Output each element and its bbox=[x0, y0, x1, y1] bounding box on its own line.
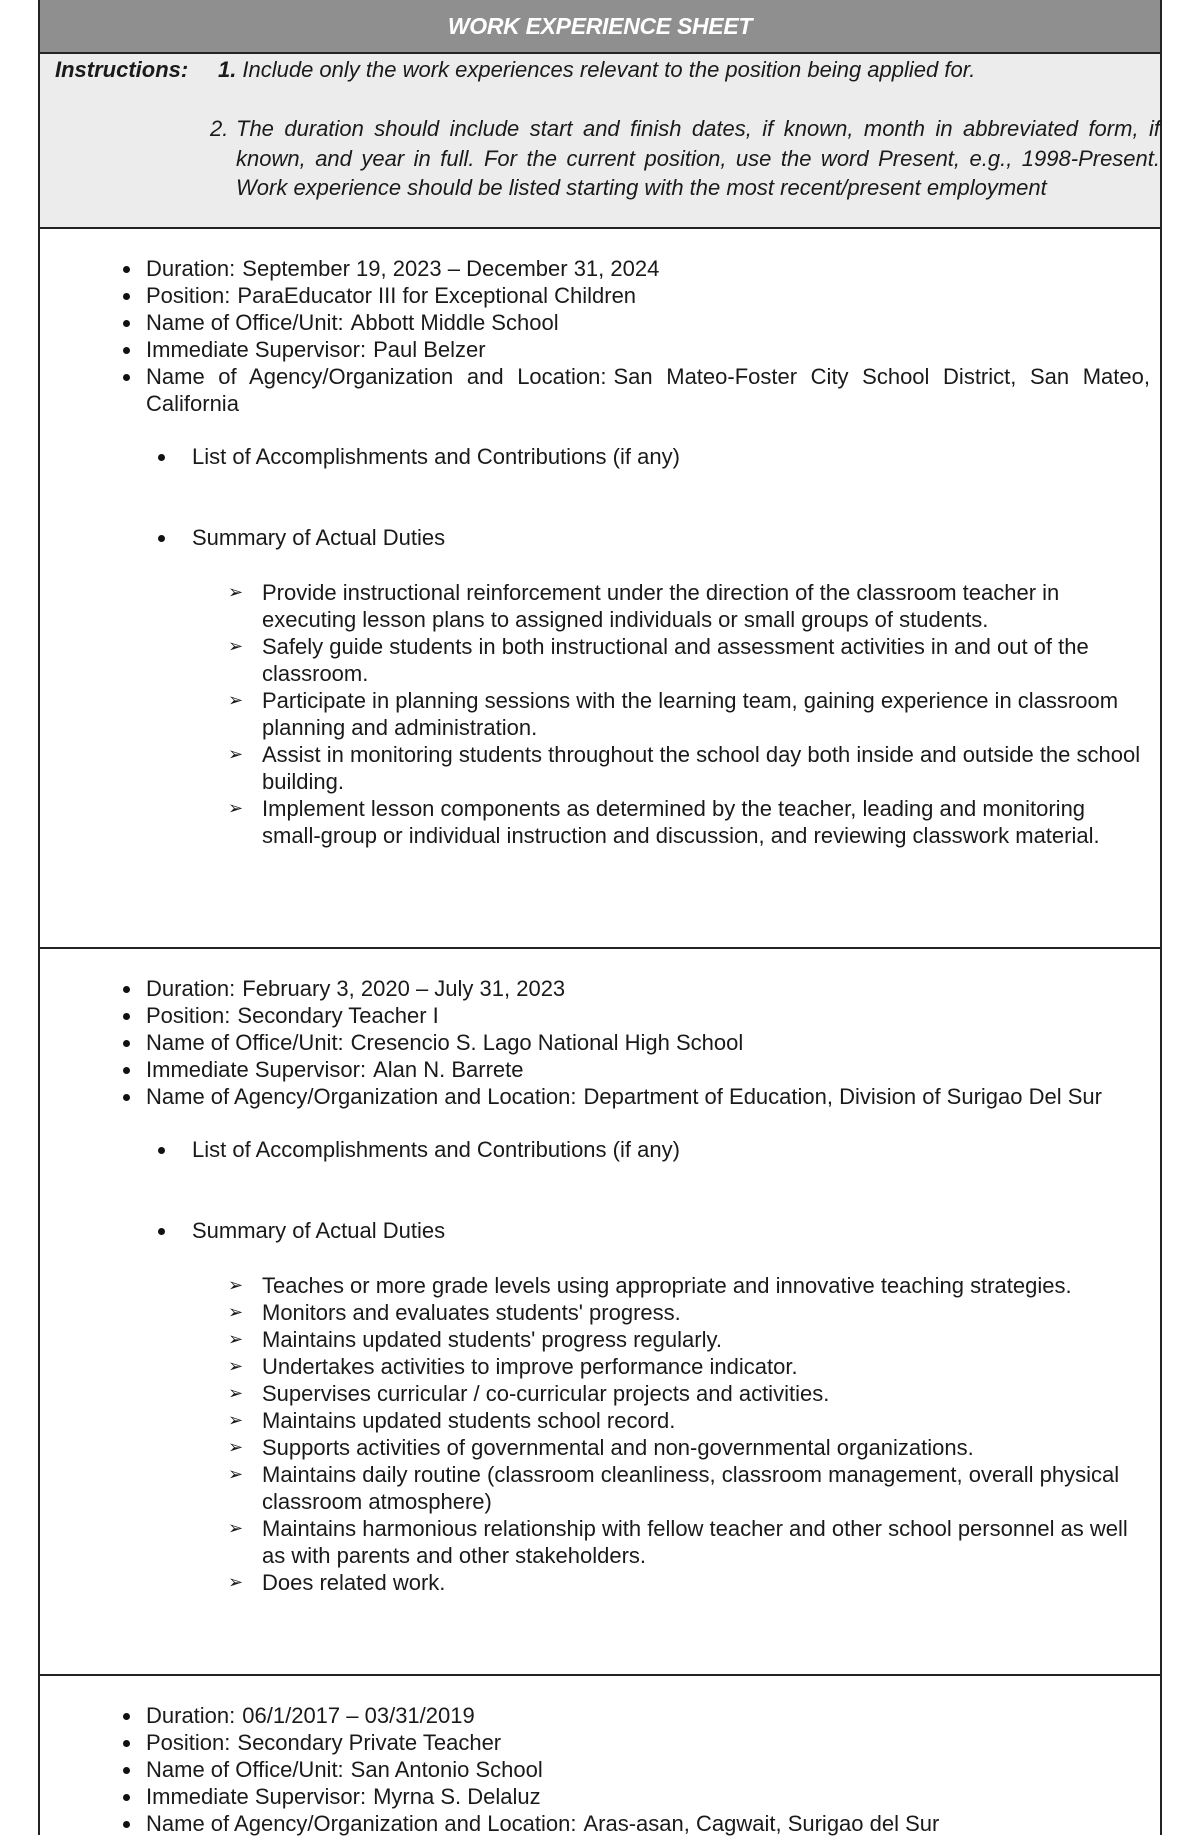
agency-label: Name of Agency/Organization and Location: bbox=[146, 364, 607, 389]
agency-label: Name of Agency/Organization and Location: bbox=[146, 1084, 577, 1109]
title-bar bbox=[40, 0, 1160, 54]
arrow-bullet-icon: ➢ bbox=[228, 690, 244, 711]
duration-label: Duration: bbox=[146, 976, 236, 1001]
duty-item: ➢ Provide instructional reinforcement under the direction of the classroom teacher in executing lesson plans to assigned individuals or small groups of students. bbox=[228, 580, 1060, 632]
duty-item: ➢ Supervises curricular / co-curricular projects and activities. bbox=[228, 1381, 830, 1406]
agency-field bbox=[40, 1083, 1160, 1110]
duty-item: ➢ Maintains updated students' progress regularly. bbox=[228, 1327, 722, 1352]
sheet-title: WORK EXPERIENCE SHEET bbox=[447, 12, 753, 39]
supervisor-value: Myrna S. Delaluz bbox=[373, 1784, 541, 1809]
arrow-bullet-icon: ➢ bbox=[228, 636, 244, 657]
supervisor-field bbox=[40, 1783, 1160, 1810]
agency-field bbox=[40, 1810, 1160, 1837]
office-label: Name of Office/Unit: bbox=[146, 1030, 344, 1055]
duration-field bbox=[40, 975, 1160, 1002]
duty-item: ➢ Maintains daily routine (classroom cleanliness, classroom management, overall physical classroom atmosphere) bbox=[228, 1462, 1120, 1514]
duration-field bbox=[40, 1702, 1160, 1729]
arrow-bullet-icon: ➢ bbox=[228, 798, 244, 819]
agency-value: Aras-asan, Cagwait, Surigao del Sur bbox=[583, 1811, 940, 1836]
agency-value: San Mateo-Foster City School District, San Mateo, California bbox=[146, 364, 1150, 416]
duty-item: ➢ Undertakes activities to improve performance indicator. bbox=[228, 1354, 798, 1379]
arrow-bullet-icon: ➢ bbox=[228, 1383, 244, 1404]
entry-sections bbox=[40, 443, 1160, 551]
duration-label: Duration: bbox=[146, 256, 236, 281]
duty-item: ➢ Teaches or more grade levels using appropriate and innovative teaching strategies. bbox=[228, 1273, 1072, 1298]
instruction-text: Include only the work experiences relevant to the position being applied for. bbox=[242, 57, 976, 82]
instructions-panel bbox=[40, 54, 1160, 229]
office-label: Name of Office/Unit: bbox=[146, 310, 344, 335]
duty-item: ➢ Implement lesson components as determined by the teacher, leading and monitoring small-group or individual instruction and discussion, and reviewing classwork material. bbox=[228, 796, 1100, 848]
office-field bbox=[40, 1756, 1160, 1783]
accomplishments-heading: List of Accomplishments and Contributions (if any) bbox=[40, 1136, 1160, 1163]
office-label: Name of Office/Unit: bbox=[146, 1757, 344, 1782]
supervisor-field bbox=[40, 1056, 1160, 1083]
position-label: Position: bbox=[146, 1003, 231, 1028]
instruction-item-1 bbox=[218, 55, 975, 85]
instruction-text: The duration should include start and finish dates, if known, month in abbreviated form, if known, and year in full. For the current position, use the word Present, e.g., 1998-Present. Work experience should be listed starting with the most recent/present employment bbox=[236, 116, 1160, 200]
arrow-bullet-icon: ➢ bbox=[228, 1356, 244, 1377]
position-field bbox=[40, 1729, 1160, 1756]
summary-heading: Summary of Actual Duties bbox=[40, 524, 1160, 551]
duty-item: ➢ Assist in monitoring students throughout the school day both inside and outside the school building. bbox=[228, 742, 1141, 794]
entry-details bbox=[40, 229, 1160, 417]
arrow-bullet-icon: ➢ bbox=[228, 1437, 244, 1458]
duties-list bbox=[40, 1272, 1160, 1596]
instruction-number: 1. bbox=[218, 57, 237, 82]
summary-heading: Summary of Actual Duties bbox=[40, 1217, 1160, 1244]
position-value: Secondary Teacher I bbox=[237, 1003, 439, 1028]
supervisor-label: Immediate Supervisor: bbox=[146, 1057, 367, 1082]
office-value: San Antonio School bbox=[350, 1757, 543, 1782]
duty-item: ➢ Participate in planning sessions with the learning team, gaining experience in classroom planning and administration. bbox=[228, 688, 1119, 740]
duty-item: ➢ Supports activities of governmental and non-governmental organizations. bbox=[228, 1435, 974, 1460]
duty-item: ➢ Monitors and evaluates students' progress. bbox=[228, 1300, 681, 1325]
duration-value: September 19, 2023 – December 31, 2024 bbox=[242, 256, 660, 281]
duties-list bbox=[40, 579, 1160, 849]
instruction-item-2 bbox=[210, 114, 1160, 203]
arrow-bullet-icon: ➢ bbox=[228, 1329, 244, 1350]
arrow-bullet-icon: ➢ bbox=[228, 1518, 244, 1539]
supervisor-label: Immediate Supervisor: bbox=[146, 337, 367, 362]
entry-sections bbox=[40, 1136, 1160, 1244]
accomplishments-heading: List of Accomplishments and Contributions (if any) bbox=[40, 443, 1160, 470]
supervisor-value: Paul Belzer bbox=[373, 337, 486, 362]
position-value: Secondary Private Teacher bbox=[237, 1730, 502, 1755]
arrow-bullet-icon: ➢ bbox=[228, 1302, 244, 1323]
position-label: Position: bbox=[146, 283, 231, 308]
instruction-number: 2. bbox=[210, 116, 229, 141]
duration-value: 06/1/2017 – 03/31/2019 bbox=[242, 1703, 475, 1728]
agency-label: Name of Agency/Organization and Location: bbox=[146, 1811, 577, 1836]
duty-item: ➢ Safely guide students in both instructional and assessment activities in and out of the classroom. bbox=[228, 634, 1089, 686]
supervisor-label: Immediate Supervisor: bbox=[146, 1784, 367, 1809]
agency-value: Department of Education, Division of Surigao Del Sur bbox=[583, 1084, 1102, 1109]
arrow-bullet-icon: ➢ bbox=[228, 744, 244, 765]
experience-entry bbox=[40, 949, 1160, 1676]
office-field bbox=[40, 309, 1160, 336]
agency-field bbox=[40, 363, 1160, 417]
position-field bbox=[40, 282, 1160, 309]
position-label: Position: bbox=[146, 1730, 231, 1755]
office-value: Cresencio S. Lago National High School bbox=[350, 1030, 744, 1055]
position-field bbox=[40, 1002, 1160, 1029]
duty-item: ➢ Does related work. bbox=[228, 1570, 446, 1595]
duration-field bbox=[40, 255, 1160, 282]
position-value: ParaEducator III for Exceptional Children bbox=[237, 283, 637, 308]
experience-entry bbox=[40, 1676, 1160, 1837]
entry-details bbox=[40, 1676, 1160, 1837]
office-field bbox=[40, 1029, 1160, 1056]
office-value: Abbott Middle School bbox=[350, 310, 559, 335]
supervisor-field bbox=[40, 336, 1160, 363]
arrow-bullet-icon: ➢ bbox=[228, 1275, 244, 1296]
instructions-label: Instructions: bbox=[55, 57, 189, 82]
arrow-bullet-icon: ➢ bbox=[228, 1410, 244, 1431]
work-experience-sheet bbox=[38, 0, 1162, 1835]
duty-item: ➢ Maintains harmonious relationship with fellow teacher and other school personnel as well as with parents and other stakeholders. bbox=[228, 1516, 1128, 1568]
arrow-bullet-icon: ➢ bbox=[228, 582, 244, 603]
duty-item: ➢ Maintains updated students school record. bbox=[228, 1408, 676, 1433]
duration-value: February 3, 2020 – July 31, 2023 bbox=[242, 976, 566, 1001]
duration-label: Duration: bbox=[146, 1703, 236, 1728]
experience-entry bbox=[40, 229, 1160, 949]
arrow-bullet-icon: ➢ bbox=[228, 1464, 244, 1485]
arrow-bullet-icon: ➢ bbox=[228, 1572, 244, 1593]
supervisor-value: Alan N. Barrete bbox=[373, 1057, 524, 1082]
entry-details bbox=[40, 949, 1160, 1110]
